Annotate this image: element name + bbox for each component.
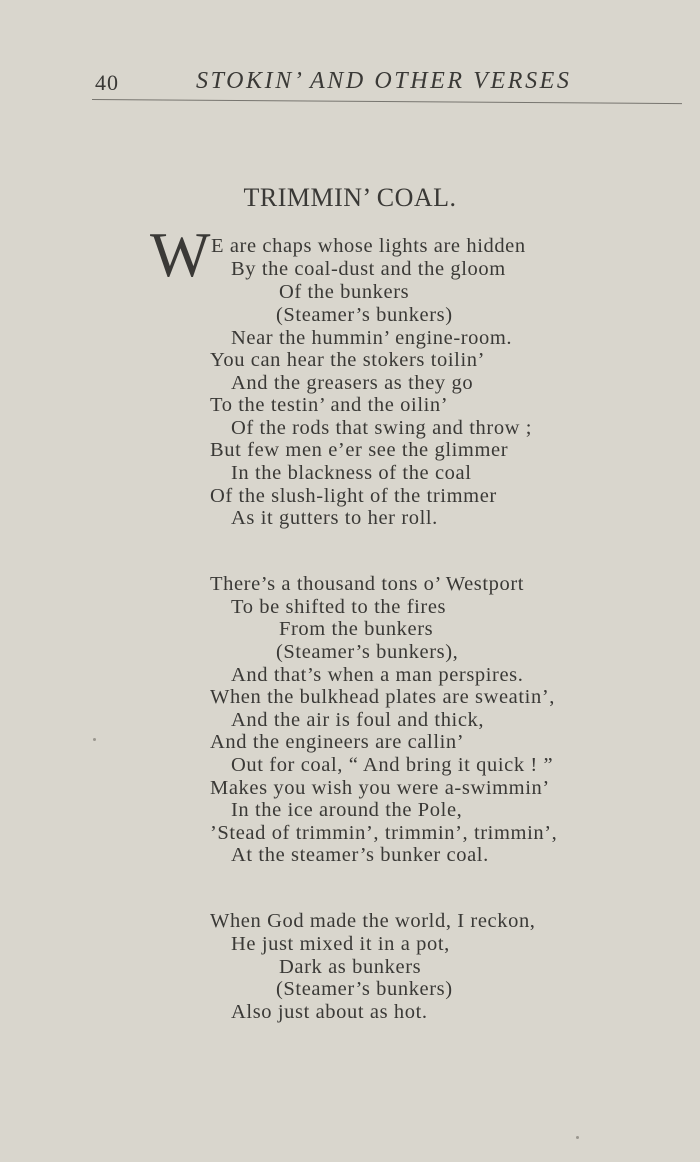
poem-line: By the coal-dust and the gloom — [231, 258, 506, 280]
poem-line: When God made the world, I reckon, — [210, 910, 536, 932]
poem-line: Near the hummin’ engine-room. — [231, 327, 513, 349]
poem-line: As it gutters to her roll. — [231, 507, 438, 529]
drop-cap: W — [150, 219, 211, 290]
poem-line: Out for coal, “ And bring it quick ! ” — [231, 754, 554, 776]
poem-line: But few men e’er see the glimmer — [210, 439, 509, 461]
poem-line: Makes you wish you were a-swimmin’ — [210, 777, 550, 799]
poem-line: In the blackness of the coal — [231, 462, 472, 484]
poem-line: Dark as bunkers — [279, 956, 422, 978]
poem-line: And the air is foul and thick, — [231, 709, 485, 731]
poem-line: E are chaps whose lights are hidden — [211, 235, 526, 257]
poem-line: (Steamer’s bunkers) — [276, 304, 453, 326]
poem-line: (Steamer’s bunkers), — [276, 641, 459, 663]
poem-line: When the bulkhead plates are sweatin’, — [210, 686, 555, 708]
poem-line: Also just about as hot. — [231, 1001, 428, 1023]
poem-line: ’Stead of trimmin’, trimmin’, trimmin’, — [210, 822, 558, 844]
poem-line: There’s a thousand tons o’ Westport — [210, 573, 525, 595]
poem-line: You can hear the stokers toilin’ — [210, 349, 486, 371]
poem-line: In the ice around the Pole, — [231, 799, 463, 821]
running-header — [0, 66, 700, 102]
poem-line: To be shifted to the fires — [231, 596, 447, 618]
poem-line: At the steamer’s bunker coal. — [231, 844, 489, 866]
poem-line: (Steamer’s bunkers) — [276, 978, 453, 1000]
poem-line: Of the slush-light of the trimmer — [210, 485, 497, 507]
poem-title: TRIMMIN’ COAL. — [243, 183, 457, 212]
poem-line: To the testin’ and the oilin’ — [210, 394, 449, 416]
paper-speck — [576, 1136, 579, 1139]
page-number: 40 — [95, 70, 119, 95]
poem-line: And the greasers as they go — [231, 372, 474, 394]
book-title: STOKIN’ AND OTHER VERSES — [196, 68, 572, 94]
poem-line: He just mixed it in a pot, — [231, 933, 450, 955]
poem-line: And that’s when a man perspires. — [231, 664, 524, 686]
poem-line: Of the rods that swing and throw ; — [231, 417, 533, 439]
poem-line: From the bunkers — [279, 618, 434, 640]
paper-speck — [93, 738, 96, 741]
poem-line: Of the bunkers — [279, 281, 410, 303]
poem-line: And the engineers are callin’ — [210, 731, 465, 753]
